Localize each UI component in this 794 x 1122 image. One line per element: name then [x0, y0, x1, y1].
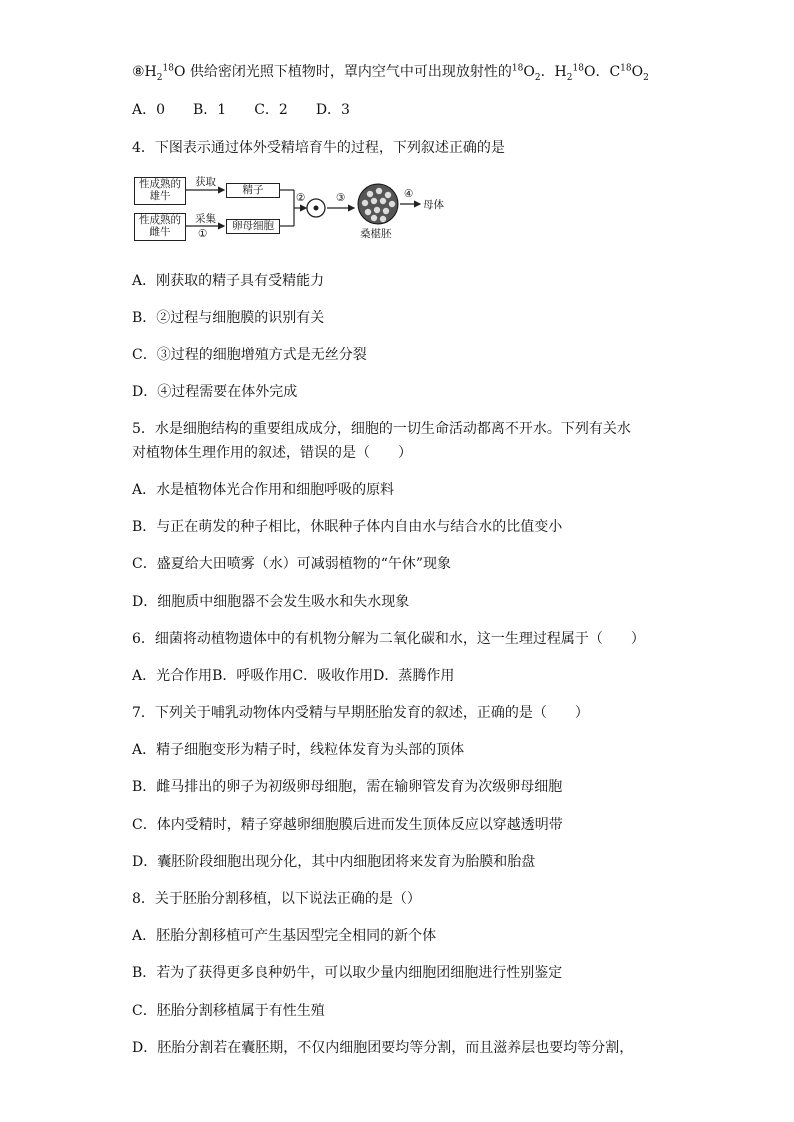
q5-option-d: D．细胞质中细胞器不会发生吸水和失水现象 — [132, 594, 410, 610]
q3-text: 2 — [534, 72, 541, 83]
q4-option-b: B．②过程与细胞膜的识别有关 — [132, 310, 325, 326]
q3-text: 2 — [566, 72, 573, 83]
q8-option-b: B．若为了获得更多良种奶牛，可以取少量内细胞团细胞进行性别鉴定 — [132, 965, 563, 981]
sperm-box: 精子 — [226, 183, 280, 198]
q5-option-c: C．盛夏给大田喷雾（水）可减弱植物的“午休”现象 — [132, 556, 452, 572]
ivf-process-diagram — [132, 174, 452, 248]
q7-stem: 7．下列关于哺乳动物体内受精与早期胚胎发育的叙述，正确的是（ ） — [132, 705, 589, 721]
q8-option-c: C．胚胎分割移植属于有性生殖 — [132, 1003, 325, 1019]
q3-options: A．0 B．1 C．2 D．3 — [132, 102, 350, 118]
oocyte-box: 卵母细胞 — [226, 219, 280, 234]
q3-text: O．C — [583, 64, 621, 80]
step-1-label: ① — [198, 228, 208, 240]
q4-option-a: A．刚获取的精子具有受精能力 — [132, 273, 325, 289]
q3-text: 2 — [156, 72, 163, 83]
q7-option-c: C．体内受精时，精子穿越卵细胞膜后进而发生顶体反应以穿越透明带 — [132, 817, 563, 833]
q3-text: 18 — [572, 63, 584, 74]
q4-option-c: C．③过程的细胞增殖方式是无丝分裂 — [132, 347, 367, 363]
q7-option-b: B．雌马排出的卵子为初级卵母细胞，需在输卵管发育为次级卵母细胞 — [132, 779, 563, 795]
step-4-label: ④ — [404, 188, 414, 200]
q4-option-d: D．④过程需要在体外完成 — [132, 384, 298, 400]
mother-label: 母体 — [423, 199, 444, 211]
get-label: 获取 — [195, 176, 216, 188]
q3-text: 2 — [643, 72, 649, 83]
q6-options: A．光合作用B．呼吸作用C．吸收作用D．蒸腾作用 — [132, 668, 455, 684]
q5-stem-line2: 对植物体生理作用的叙述，错误的是（ ） — [132, 445, 412, 461]
q7-option-d: D．囊胚阶段细胞出现分化，其中内细胞团将来发育为胎膜和胎盘 — [132, 854, 536, 870]
q5-option-b: B．与正在萌发的种子相比，休眠种子体内自由水与结合水的比值变小 — [132, 519, 563, 535]
q6-stem: 6．细菌将动植物遗体中的有机物分解为二氧化碳和水，这一生理过程属于（ ） — [132, 631, 645, 647]
q8-stem: 8．关于胚胎分割移植，以下说法正确的是（） — [132, 891, 421, 907]
q7-option-a: A．精子细胞变形为精子时，线粒体发育为头部的顶体 — [132, 742, 465, 758]
male-bull-box: 性成熟的雄牛 — [134, 177, 186, 205]
q8-option-d: D．胚胎分割若在囊胚期，不仅内细胞团要均等分割，而且滋养层也要均等分割， — [132, 1040, 634, 1056]
q3-text: 18 — [511, 63, 524, 74]
step-3-label: ③ — [336, 192, 346, 204]
morula-label: 桑椹胚 — [360, 228, 392, 240]
step-2-label: ② — [296, 192, 306, 204]
q3-text: O — [523, 64, 535, 80]
q3-text: O — [631, 64, 644, 80]
q8-option-a: A．胚胎分割移植可产生基因型完全相同的新个体 — [132, 928, 437, 944]
female-cow-box: 性成熟的雌牛 — [134, 213, 186, 241]
q3-text: O 供给密闭光照下植物时，罩内空气中可出现放射性的 — [173, 64, 512, 80]
q3-text: 18 — [620, 63, 632, 74]
q5-option-a: A．水是植物体光合作用和细胞呼吸的原料 — [132, 482, 395, 498]
collect-label: 采集 — [195, 213, 216, 225]
q4-stem: 4．下图表示通过体外受精培育牛的过程，下列叙述正确的是 — [132, 140, 505, 156]
q3-text: ⑧H — [132, 64, 157, 80]
q3-text: 18 — [162, 63, 174, 74]
q3-statement-8 — [132, 62, 649, 82]
q5-stem-line1: 5．水是细胞结构的重要组成成分，细胞的一切生命活动都离不开水。下列有关水 — [132, 421, 631, 437]
q3-text: ．H — [540, 64, 567, 80]
